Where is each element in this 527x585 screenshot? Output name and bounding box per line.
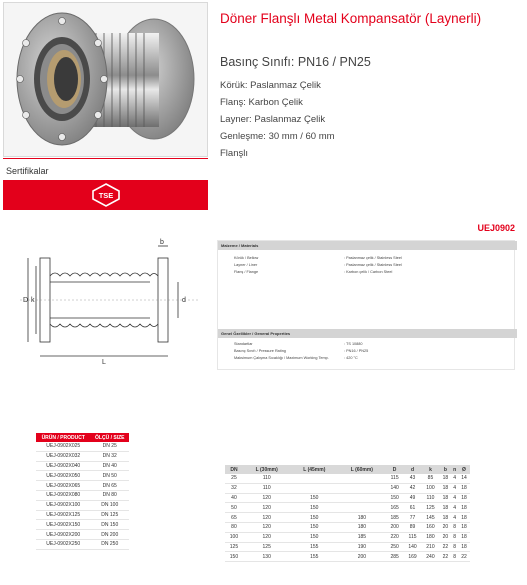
dimension-cell: 18: [458, 542, 470, 552]
size-cell: DN 50: [90, 471, 129, 481]
table-row: [225, 552, 470, 562]
dimension-col-header: Ø: [458, 465, 470, 474]
table-row: [225, 532, 470, 542]
dimension-cell: 115: [404, 532, 422, 542]
dimension-cell: 8: [453, 553, 457, 560]
dimension-cell: 22: [458, 552, 470, 562]
dimension-cell: 100: [225, 532, 243, 542]
dimension-cell: 8: [453, 524, 457, 531]
technical-drawing: [10, 238, 210, 368]
dimension-cell: 165: [386, 503, 404, 513]
product-code-cell: UEJ-0902X025: [36, 442, 90, 451]
dimension-cell: 115: [386, 474, 404, 483]
dimension-cell: [338, 483, 386, 493]
properties-header: Genel Özellikler / General Properties: [218, 329, 517, 338]
dimension-cell: 125: [243, 542, 291, 552]
dimension-cell: 285: [386, 552, 404, 562]
dimension-col-header: DN: [225, 465, 243, 474]
dimension-cell: 22: [439, 552, 451, 562]
materials-panel: [217, 240, 515, 370]
table-row: [225, 493, 470, 503]
property-value: : PN16 / PN25: [344, 349, 369, 353]
certificates-label: Sertifikalar: [6, 166, 49, 176]
dimension-cell: [338, 493, 386, 503]
dimension-cell: 18: [458, 503, 470, 513]
dimension-cell: 110: [422, 493, 440, 503]
table-row: [225, 503, 470, 513]
table-row: [36, 530, 129, 540]
dimension-col-header: L (60mm): [338, 465, 386, 474]
tse-logo: [91, 183, 121, 207]
dimension-cell: 160: [422, 522, 440, 532]
size-cell: DN 200: [90, 530, 129, 540]
dimension-cell: 150: [386, 493, 404, 503]
size-cell: DN 32: [90, 451, 129, 461]
dimension-cell: 180: [422, 532, 440, 542]
dimension-cell: 80: [225, 522, 243, 532]
dimension-cell: 77: [404, 513, 422, 523]
material-value: : Paslanmaz çelik / Stainless Steel: [344, 256, 402, 260]
product-code-cell: UEJ-0902X100: [36, 500, 90, 510]
dimension-cell: 150: [291, 532, 339, 542]
dimension-cell: 240: [422, 552, 440, 562]
dimension-cell: 155: [291, 542, 339, 552]
size-cell: DN 150: [90, 520, 129, 530]
dimension-cell: 18: [439, 513, 451, 523]
table-row: [36, 490, 129, 500]
dimension-cell: [338, 503, 386, 513]
spec-liner: Layner: Paslanmaz Çelik: [220, 114, 326, 125]
dimension-cell: 20: [439, 532, 451, 542]
materials-header: Malzeme / Materials: [218, 241, 517, 250]
dimension-col-header: k: [422, 465, 440, 474]
dimension-cell: 150: [291, 503, 339, 513]
dimension-cell: 8: [453, 534, 457, 541]
dimension-cell: [338, 474, 386, 483]
product-code-cell: UEJ-0902X050: [36, 471, 90, 481]
pressure-class: Basınç Sınıfı: PN16 / PN25: [220, 55, 371, 69]
dimension-col-header: b: [439, 465, 451, 474]
property-name: Maksimum Çalışma Sıcaklığı / Maximum Working Temp.: [234, 356, 329, 360]
dimension-col-header: n: [453, 466, 457, 473]
dimension-col-header: L (45mm): [291, 465, 339, 474]
product-code-cell: UEJ-0902X200: [36, 530, 90, 540]
product-code-cell: UEJ-0902X080: [36, 490, 90, 500]
property-value: : TS 10880: [344, 342, 363, 346]
table-row: [36, 451, 129, 461]
size-cell: DN 65: [90, 481, 129, 491]
dimension-cell: 150: [225, 552, 243, 562]
table-row: [225, 483, 470, 493]
size-cell: DN 40: [90, 461, 129, 471]
dimension-cell: 4: [453, 504, 457, 511]
dimension-cell: 145: [422, 513, 440, 523]
dimension-cell: 18: [458, 513, 470, 523]
product-col-header: ÜRÜN / PRODUCT: [36, 433, 90, 442]
table-row: [36, 481, 129, 491]
dimension-cell: 14: [458, 474, 470, 483]
size-col-header: ÖLÇÜ / SIZE: [90, 433, 129, 442]
dimension-col-header: L (30mm): [243, 465, 291, 474]
dimension-cell: 200: [386, 522, 404, 532]
dimension-cell: [291, 474, 339, 483]
dimension-table-body: [225, 474, 470, 562]
product-code: UEJ0902: [477, 223, 515, 233]
dimension-cell: 40: [225, 493, 243, 503]
dimension-cell: 18: [458, 522, 470, 532]
dimension-cell: 100: [422, 483, 440, 493]
dimension-cell: 85: [422, 474, 440, 483]
dimension-cell: 169: [404, 552, 422, 562]
dimension-cell: 140: [386, 483, 404, 493]
dimension-cell: 110: [243, 474, 291, 483]
dimension-cell: 190: [338, 542, 386, 552]
property-value: : 420 °C: [344, 356, 358, 360]
dim-label-d: d: [182, 297, 186, 304]
dimension-cell: 20: [439, 522, 451, 532]
size-cell: DN 250: [90, 539, 129, 549]
dimension-col-header: D: [386, 465, 404, 474]
material-name: Layner / Liner: [234, 263, 258, 267]
table-row: [36, 539, 129, 549]
dim-label-k: k: [31, 297, 35, 304]
property-name: Standartlar: [234, 342, 253, 346]
dimension-cell: 180: [338, 522, 386, 532]
dimension-cell: 120: [243, 532, 291, 542]
dimension-cell: 8: [453, 543, 457, 550]
dimension-cell: 120: [243, 493, 291, 503]
table-row: [36, 520, 129, 530]
dimension-cell: 18: [439, 493, 451, 503]
dimension-cell: 89: [404, 522, 422, 532]
table-row: [225, 474, 470, 483]
dim-label-D: D: [23, 297, 29, 304]
dimension-cell: [291, 483, 339, 493]
dimension-cell: 4: [453, 475, 457, 482]
dimension-cell: 200: [338, 552, 386, 562]
dimension-col-header: d: [404, 465, 422, 474]
table-row: [36, 442, 129, 451]
product-title: Döner Flanşlı Metal Kompansatör (Laynerli): [220, 11, 482, 26]
dimension-cell: 120: [243, 503, 291, 513]
product-code-cell: UEJ-0902X032: [36, 451, 90, 461]
dimension-cell: 155: [291, 552, 339, 562]
size-cell: DN 80: [90, 490, 129, 500]
dimension-cell: 4: [453, 485, 457, 492]
dimension-cell: 4: [453, 514, 457, 521]
material-value: : Paslanmaz çelik / Stainless Steel: [344, 263, 402, 267]
dimension-cell: 61: [404, 503, 422, 513]
table-row: [225, 542, 470, 552]
table-row: [225, 522, 470, 532]
dimension-cell: 32: [225, 483, 243, 493]
dimension-cell: 220: [386, 532, 404, 542]
spec-expansion: Genleşme: 30 mm / 60 mm: [220, 131, 335, 142]
product-code-cell: UEJ-0902X150: [36, 520, 90, 530]
dimension-cell: 130: [243, 552, 291, 562]
dimension-cell: 125: [422, 503, 440, 513]
material-name: Körük / Bellow: [234, 256, 259, 260]
dimension-cell: 49: [404, 493, 422, 503]
dimension-cell: 150: [291, 513, 339, 523]
dimension-cell: 185: [386, 513, 404, 523]
certificates-bar: [3, 180, 208, 210]
product-code-cell: UEJ-0902X065: [36, 481, 90, 491]
spec-bellow: Körük: Paslanmaz Çelik: [220, 80, 321, 91]
dim-label-b: b: [160, 239, 164, 246]
product-table: [36, 433, 129, 550]
dimension-cell: 150: [291, 493, 339, 503]
material-name: Flanş / Flange: [234, 270, 259, 274]
dimension-cell: 43: [404, 474, 422, 483]
dimension-cell: 110: [243, 483, 291, 493]
product-table-body: [36, 442, 129, 549]
dimension-cell: 185: [338, 532, 386, 542]
product-photo: [3, 2, 208, 157]
dimension-cell: 18: [439, 474, 451, 483]
dimension-cell: 120: [243, 522, 291, 532]
material-value: : Karbon çelik / Carbon Steel: [344, 270, 393, 274]
product-table-header-row: [36, 433, 129, 442]
dim-label-L: L: [102, 359, 106, 366]
dimension-cell: 18: [439, 483, 451, 493]
size-cell: DN 125: [90, 510, 129, 520]
dimension-cell: 250: [386, 542, 404, 552]
dimension-cell: 50: [225, 503, 243, 513]
table-row: [36, 471, 129, 481]
dimension-cell: 65: [225, 513, 243, 523]
dimension-cell: 125: [225, 542, 243, 552]
dimension-cell: 25: [225, 474, 243, 483]
product-code-cell: UEJ-0902X125: [36, 510, 90, 520]
dimension-cell: 18: [458, 532, 470, 542]
table-row: [36, 510, 129, 520]
product-code-cell: UEJ-0902X250: [36, 539, 90, 549]
dimension-cell: 42: [404, 483, 422, 493]
dimension-cell: 22: [439, 542, 451, 552]
dimension-cell: 18: [458, 483, 470, 493]
table-row: [36, 461, 129, 471]
dimension-table: [225, 465, 470, 562]
size-cell: DN 100: [90, 500, 129, 510]
table-row: [225, 513, 470, 523]
property-name: Basınç Sınıfı / Pressure Rating: [234, 349, 286, 353]
dimension-cell: 210: [422, 542, 440, 552]
dimension-cell: 18: [458, 493, 470, 503]
dimension-cell: 140: [404, 542, 422, 552]
dimension-cell: 120: [243, 513, 291, 523]
dimension-cell: 4: [453, 494, 457, 501]
tse-logo-text: TSE: [98, 191, 114, 200]
dimension-cell: 180: [338, 513, 386, 523]
photo-accent-line: [3, 158, 208, 159]
size-cell: DN 25: [90, 442, 129, 451]
spec-flange: Flanş: Karbon Çelik: [220, 97, 303, 108]
dimension-cell: 18: [439, 503, 451, 513]
table-row: [36, 500, 129, 510]
dimension-table-header-row: [225, 465, 470, 474]
product-code-cell: UEJ-0902X040: [36, 461, 90, 471]
dimension-cell: 150: [291, 522, 339, 532]
spec-connection: Flanşlı: [220, 148, 248, 159]
